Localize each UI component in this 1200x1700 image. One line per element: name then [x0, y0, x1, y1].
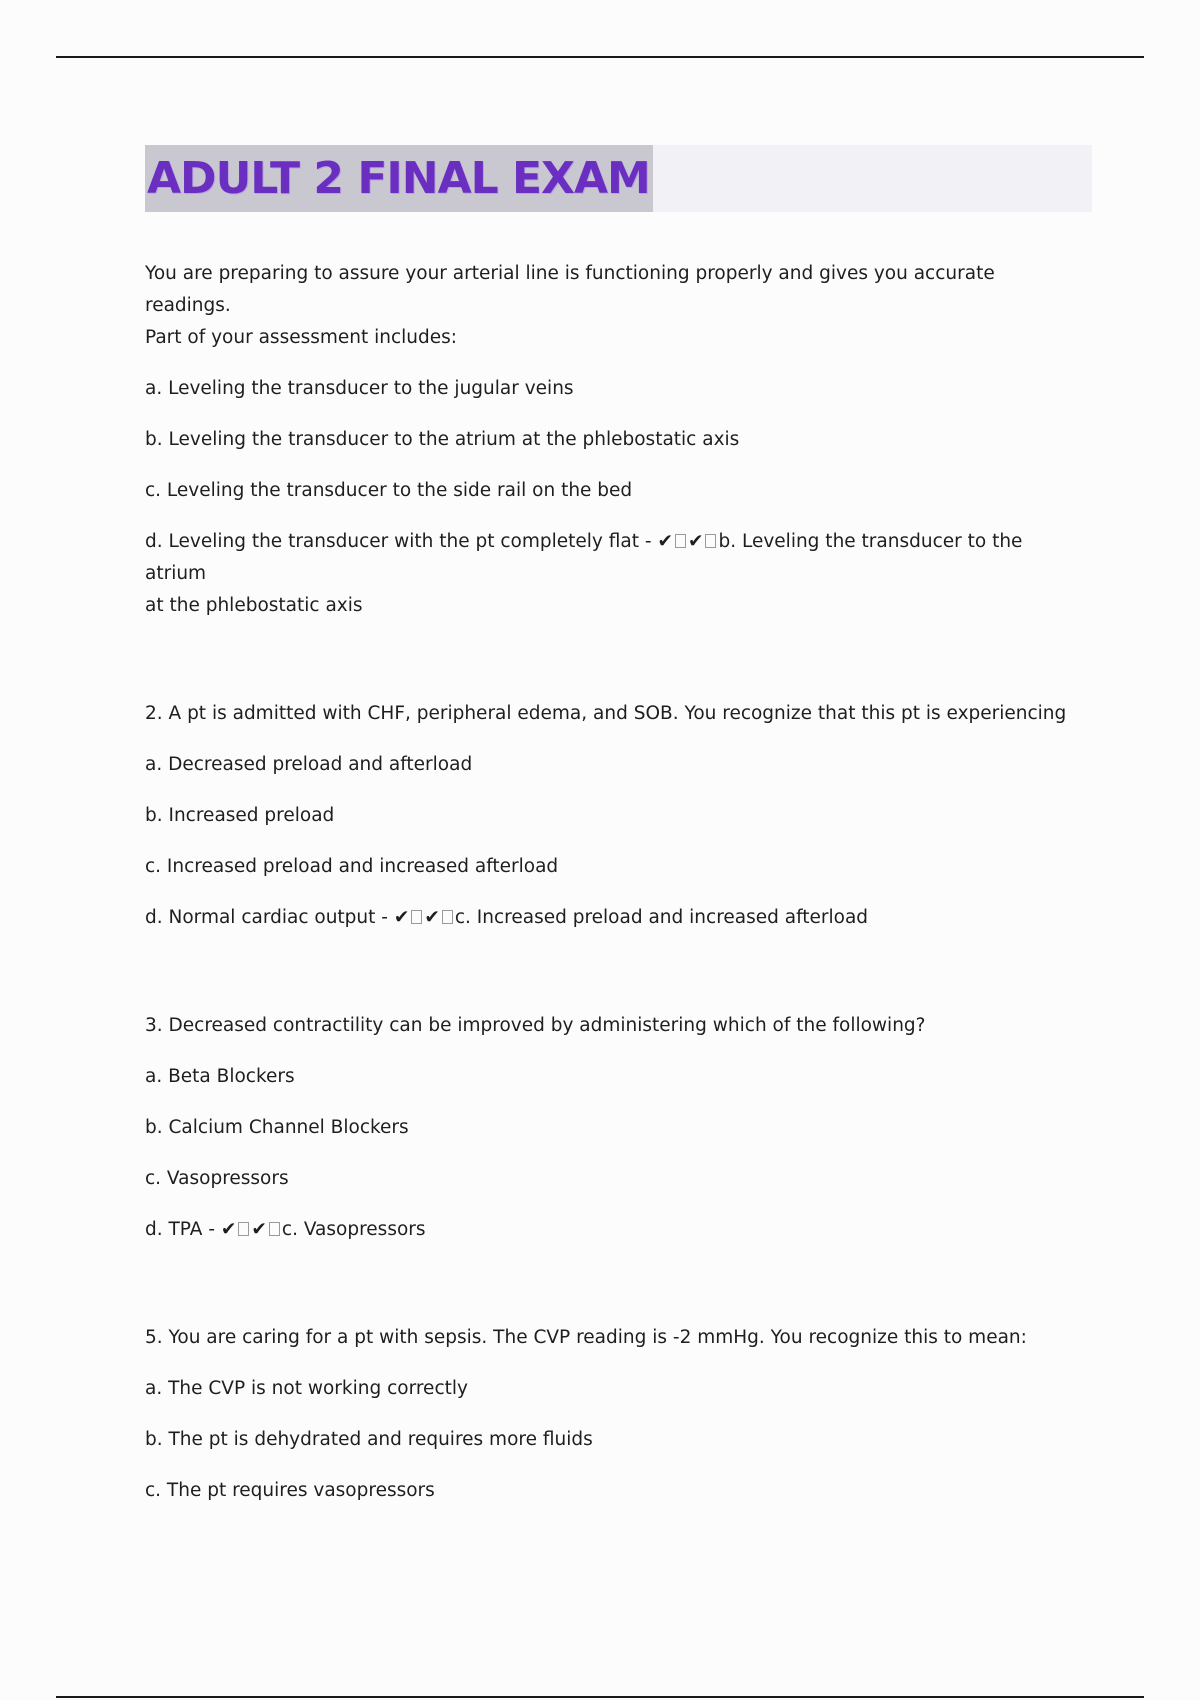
answer-text: c. Vasopressors	[281, 1219, 426, 1240]
spacer	[145, 953, 1085, 1010]
option-b: b. The pt is dehydrated and requires more fluids	[145, 1429, 593, 1450]
option-d-with-answer	[145, 526, 1085, 622]
question-stem-line: You are preparing to assure your arterial line is functioning properly and gives you accurate readings.	[145, 263, 995, 316]
option-a: a. Leveling the transducer to the jugular veins	[145, 378, 574, 399]
question-stem: 3. Decreased contractility can be improved by administering which of the following?	[145, 1015, 926, 1036]
option-d: d. TPA -	[145, 1219, 221, 1240]
check-icon: ✔	[657, 531, 673, 552]
exam-content	[145, 258, 1085, 1526]
box-icon	[269, 1222, 280, 1236]
title-box	[145, 145, 653, 212]
box-icon	[705, 534, 716, 548]
question-3	[145, 1010, 1085, 1246]
option-b: b. Leveling the transducer to the atrium at the phlebostatic axis	[145, 429, 740, 450]
question-2	[145, 698, 1085, 934]
box-icon	[675, 534, 686, 548]
option-c: c. Increased preload and increased afterload	[145, 856, 559, 877]
option-b: b. Calcium Channel Blockers	[145, 1117, 409, 1138]
question-5	[145, 1322, 1085, 1507]
box-icon	[238, 1222, 249, 1236]
check-icon: ✔	[393, 907, 410, 928]
option-a: a. Decreased preload and afterload	[145, 754, 473, 775]
question-1	[145, 258, 1085, 622]
question-stem	[145, 258, 1085, 354]
header-rule	[56, 56, 1144, 58]
option-d: d. Normal cardiac output -	[145, 907, 394, 928]
option-a: a. The CVP is not working correctly	[145, 1378, 468, 1399]
option-b: b. Increased preload	[145, 805, 335, 826]
option-c: c. The pt requires vasopressors	[145, 1480, 435, 1501]
option-c: c. Leveling the transducer to the side rail on the bed	[145, 480, 633, 501]
question-stem: 5. You are caring for a pt with sepsis. The CVP reading is -2 mmHg. You recognize this to mean:	[145, 1327, 1027, 1348]
box-icon	[411, 910, 422, 924]
answer-text: b. Leveling the transducer to the atrium	[145, 531, 1023, 584]
question-stem-line: Part of your assessment includes:	[145, 327, 458, 348]
check-icon: ✔	[424, 907, 440, 928]
option-d: d. Leveling the transducer with the pt completely flat -	[145, 531, 658, 552]
answer-text: c. Increased preload and increased afterload	[454, 907, 869, 928]
answer-text: at the phlebostatic axis	[145, 595, 363, 616]
option-d-with-answer	[145, 1214, 1085, 1246]
spacer	[145, 641, 1085, 698]
option-a: a. Beta Blockers	[145, 1066, 295, 1087]
check-icon: ✔	[220, 1219, 237, 1240]
question-stem: 2. A pt is admitted with CHF, peripheral edema, and SOB. You recognize that this pt is experiencing	[145, 703, 1067, 724]
option-d-with-answer	[145, 902, 1085, 934]
spacer	[145, 1265, 1085, 1322]
check-icon: ✔	[687, 531, 704, 552]
page-title: ADULT 2 FINAL EXAM	[147, 153, 650, 204]
check-icon: ✔	[251, 1219, 267, 1240]
box-icon	[442, 910, 453, 924]
option-c: c. Vasopressors	[145, 1168, 289, 1189]
footer-rule	[56, 1696, 1144, 1698]
